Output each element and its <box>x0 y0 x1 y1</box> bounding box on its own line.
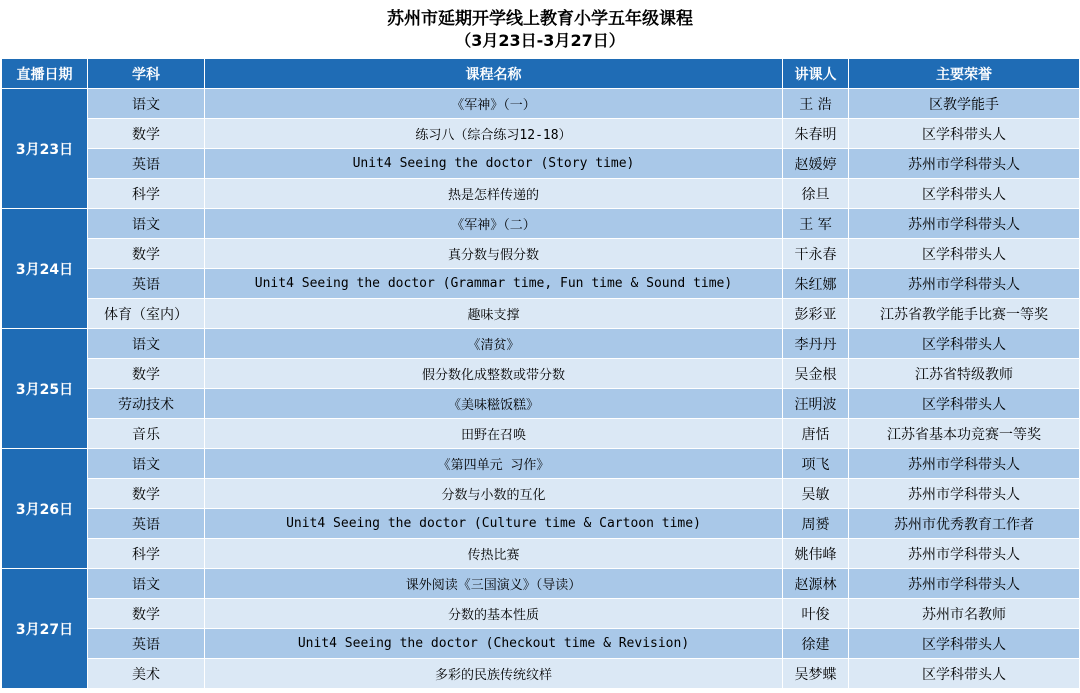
teacher-cell: 周赟 <box>783 509 849 539</box>
course-cell: Unit4 Seeing the doctor (Culture time & Cartoon time) <box>205 509 783 539</box>
table-row <box>2 89 1080 119</box>
subject-cell: 语文 <box>88 89 205 119</box>
teacher-cell: 叶俊 <box>783 599 849 629</box>
header-date: 直播日期 <box>2 59 88 89</box>
schedule-body <box>2 89 1080 689</box>
course-cell: 传热比赛 <box>205 539 783 569</box>
table-row <box>2 479 1080 509</box>
table-row <box>2 119 1080 149</box>
table-row <box>2 239 1080 269</box>
honor-cell: 区学科带头人 <box>849 389 1080 419</box>
honor-cell: 苏州市学科带头人 <box>849 479 1080 509</box>
table-row <box>2 599 1080 629</box>
subject-cell: 英语 <box>88 629 205 659</box>
teacher-cell: 王 军 <box>783 209 849 239</box>
table-row <box>2 149 1080 179</box>
date-cell: 3月26日 <box>2 449 88 569</box>
header-honor: 主要荣誉 <box>849 59 1080 89</box>
table-row <box>2 329 1080 359</box>
teacher-cell: 吴梦蝶 <box>783 659 849 689</box>
course-cell: 《清贫》 <box>205 329 783 359</box>
subject-cell: 语文 <box>88 569 205 599</box>
teacher-cell: 吴金根 <box>783 359 849 389</box>
course-cell: 《军神》（一） <box>205 89 783 119</box>
header-course: 课程名称 <box>205 59 783 89</box>
subject-cell: 语文 <box>88 449 205 479</box>
subject-cell: 语文 <box>88 209 205 239</box>
table-row <box>2 209 1080 239</box>
honor-cell: 苏州市学科带头人 <box>849 449 1080 479</box>
honor-cell: 苏州市学科带头人 <box>849 569 1080 599</box>
course-cell: 《军神》（二） <box>205 209 783 239</box>
honor-cell: 区学科带头人 <box>849 329 1080 359</box>
subject-cell: 语文 <box>88 329 205 359</box>
honor-cell: 区学科带头人 <box>849 119 1080 149</box>
honor-cell: 区教学能手 <box>849 89 1080 119</box>
teacher-cell: 徐建 <box>783 629 849 659</box>
subject-cell: 美术 <box>88 659 205 689</box>
teacher-cell: 吴敏 <box>783 479 849 509</box>
teacher-cell: 项飞 <box>783 449 849 479</box>
honor-cell: 江苏省特级教师 <box>849 359 1080 389</box>
title-block <box>0 0 1080 58</box>
teacher-cell: 赵源林 <box>783 569 849 599</box>
honor-cell: 苏州市学科带头人 <box>849 539 1080 569</box>
honor-cell: 区学科带头人 <box>849 659 1080 689</box>
date-cell: 3月24日 <box>2 209 88 329</box>
date-cell: 3月27日 <box>2 569 88 689</box>
subject-cell: 数学 <box>88 239 205 269</box>
course-cell: 分数与小数的互化 <box>205 479 783 509</box>
table-row <box>2 539 1080 569</box>
table-row <box>2 419 1080 449</box>
teacher-cell: 姚伟峰 <box>783 539 849 569</box>
header-row <box>2 59 1080 89</box>
course-cell: Unit4 Seeing the doctor (Checkout time & Revision) <box>205 629 783 659</box>
subject-cell: 科学 <box>88 539 205 569</box>
table-row <box>2 179 1080 209</box>
table-row <box>2 269 1080 299</box>
teacher-cell: 朱春明 <box>783 119 849 149</box>
honor-cell: 江苏省基本功竞赛一等奖 <box>849 419 1080 449</box>
teacher-cell: 李丹丹 <box>783 329 849 359</box>
table-row <box>2 629 1080 659</box>
subject-cell: 科学 <box>88 179 205 209</box>
header-subject: 学科 <box>88 59 205 89</box>
schedule-table <box>1 58 1080 689</box>
table-row <box>2 299 1080 329</box>
subject-cell: 数学 <box>88 479 205 509</box>
teacher-cell: 王 浩 <box>783 89 849 119</box>
course-cell: 假分数化成整数或带分数 <box>205 359 783 389</box>
honor-cell: 苏州市学科带头人 <box>849 269 1080 299</box>
header-teacher: 讲课人 <box>783 59 849 89</box>
subject-cell: 英语 <box>88 509 205 539</box>
course-cell: 田野在召唤 <box>205 419 783 449</box>
honor-cell: 江苏省教学能手比赛一等奖 <box>849 299 1080 329</box>
honor-cell: 苏州市学科带头人 <box>849 149 1080 179</box>
teacher-cell: 徐旦 <box>783 179 849 209</box>
table-row <box>2 509 1080 539</box>
honor-cell: 区学科带头人 <box>849 179 1080 209</box>
table-row <box>2 569 1080 599</box>
teacher-cell: 唐恬 <box>783 419 849 449</box>
course-cell: 分数的基本性质 <box>205 599 783 629</box>
honor-cell: 区学科带头人 <box>849 629 1080 659</box>
subject-cell: 音乐 <box>88 419 205 449</box>
subject-cell: 体育（室内） <box>88 299 205 329</box>
subject-cell: 英语 <box>88 269 205 299</box>
page-title: 苏州市延期开学线上教育小学五年级课程 <box>387 9 693 29</box>
course-cell: Unit4 Seeing the doctor (Grammar time, Fun time & Sound time) <box>205 269 783 299</box>
page-subtitle: （3月23日-3月27日） <box>455 31 625 50</box>
subject-cell: 数学 <box>88 599 205 629</box>
date-cell: 3月23日 <box>2 89 88 209</box>
course-cell: 《第四单元 习作》 <box>205 449 783 479</box>
course-cell: Unit4 Seeing the doctor (Story time) <box>205 149 783 179</box>
course-cell: 多彩的民族传统纹样 <box>205 659 783 689</box>
date-cell: 3月25日 <box>2 329 88 449</box>
course-cell: 课外阅读《三国演义》（导读） <box>205 569 783 599</box>
subject-cell: 英语 <box>88 149 205 179</box>
teacher-cell: 汪明波 <box>783 389 849 419</box>
teacher-cell: 赵媛婷 <box>783 149 849 179</box>
honor-cell: 苏州市优秀教育工作者 <box>849 509 1080 539</box>
table-row <box>2 659 1080 689</box>
subject-cell: 劳动技术 <box>88 389 205 419</box>
subject-cell: 数学 <box>88 359 205 389</box>
table-row <box>2 359 1080 389</box>
honor-cell: 苏州市学科带头人 <box>849 209 1080 239</box>
course-cell: 《美味糍饭糕》 <box>205 389 783 419</box>
course-cell: 趣味支撑 <box>205 299 783 329</box>
table-row <box>2 389 1080 419</box>
subject-cell: 数学 <box>88 119 205 149</box>
honor-cell: 区学科带头人 <box>849 239 1080 269</box>
course-cell: 真分数与假分数 <box>205 239 783 269</box>
teacher-cell: 朱红娜 <box>783 269 849 299</box>
honor-cell: 苏州市名教师 <box>849 599 1080 629</box>
course-cell: 练习八（综合练习12-18） <box>205 119 783 149</box>
teacher-cell: 干永春 <box>783 239 849 269</box>
teacher-cell: 彭彩亚 <box>783 299 849 329</box>
course-cell: 热是怎样传递的 <box>205 179 783 209</box>
table-row <box>2 449 1080 479</box>
